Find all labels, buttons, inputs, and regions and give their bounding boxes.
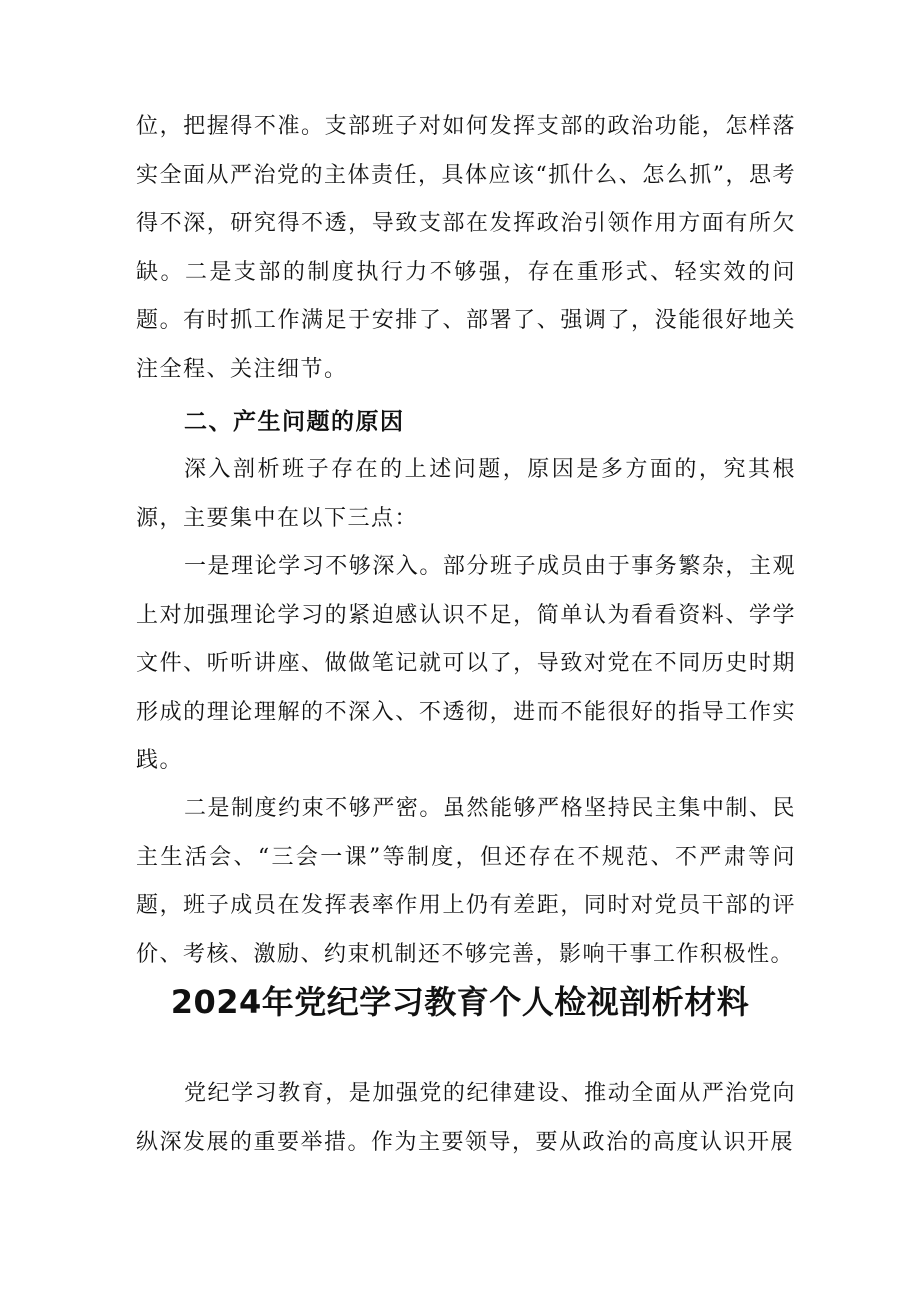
body-paragraph: 党纪学习教育，是加强党的纪律建设、推动全面从严治党向纵深发展的重要举措。作为主要领导，要从政治的高度认识开展 bbox=[136, 1081, 796, 1155]
body-paragraph: 位，把握得不准。支部班子对如何发挥支部的政治功能，怎样落实全面从严治党的主体责任，具体应该“抓什么、怎么抓”，思考得不深，研究得不透，导致支部在发挥政治引领作用方面有所欠缺。二是支部的制度执行力不够强，存在重形式、轻实效的问题。有时抓工作满足于安排了、部署了、强调了，没能很好地关注全程、关注细节。 bbox=[136, 114, 796, 382]
body-paragraph: 深入剖析班子存在的上述问题，原因是多方面的，究其根源，主要集中在以下三点： bbox=[136, 457, 796, 531]
section-heading: 二、产生问题的原因 bbox=[184, 409, 405, 435]
body-paragraph: 二是制度约束不够严密。虽然能够严格坚持民主集中制、民主生活会、“三会一课”等制度，但还存在不规范、不严肃等问题，班子成员在发挥表率作用上仍有差距，同时对党员干部的评价、考核、激励、约束机制还不够完善，影响干事工作积极性。 bbox=[136, 796, 796, 967]
document-title: 2024年党纪学习教育个人检视剖析材料 bbox=[170, 983, 750, 1021]
body-paragraph: 一是理论学习不够深入。部分班子成员由于事务繁杂，主观上对加强理论学习的紧迫感认识不足，简单认为看看资料、学学文件、听听讲座、做做笔记就可以了，导致对党在不同历史时期形成的理论理解的不深入、不透彻，进而不能很好的指导工作实践。 bbox=[136, 554, 796, 773]
